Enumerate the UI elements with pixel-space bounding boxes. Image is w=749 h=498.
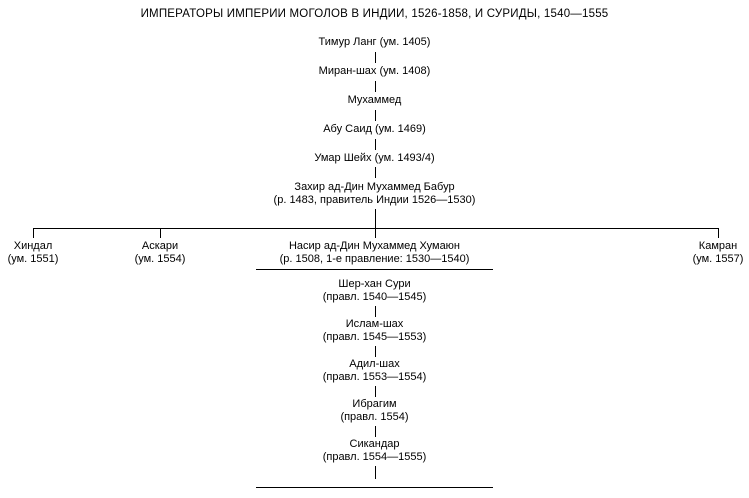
person-name: Камран (698, 240, 738, 252)
person-sher-khan-suri (0, 278, 749, 304)
person-detail: (ум. 1554) (134, 253, 186, 265)
tick-askari (160, 228, 161, 238)
person-name: Мухаммед (347, 94, 402, 106)
person-detail: (правл. 1553—1554) (322, 371, 427, 383)
person-name: Насир ад-Дин Мухаммед Хумаюн (288, 240, 461, 252)
person-kamran (685, 240, 749, 266)
person-babur (0, 181, 749, 207)
person-adil-shah (0, 358, 749, 384)
person-umar-sheikh (0, 152, 749, 165)
person-name: Абу Саид (ум. 1469) (323, 123, 426, 135)
person-detail: (ум. 1557) (692, 253, 744, 265)
tick-hindal (33, 228, 34, 238)
person-name: Ислам-шах (345, 318, 404, 330)
person-name: Миран-шах (ум. 1408) (318, 65, 431, 77)
person-abu-said (0, 123, 749, 136)
person-detail: (р. 1483, правитель Индии 1526—1530) (273, 194, 476, 206)
connector-vline (375, 110, 376, 121)
person-miran-shah (0, 65, 749, 78)
sibling-hline (33, 228, 719, 229)
person-name: Захир ад-Дин Мухаммед Бабур (294, 181, 455, 193)
person-detail: (правл. 1545—1553) (322, 331, 427, 343)
person-timur-lang (0, 36, 749, 49)
person-name: Аскари (141, 240, 179, 252)
person-detail: (правл. 1554—1555) (322, 451, 427, 463)
person-ibrahim (0, 398, 749, 424)
connector-vline (375, 386, 376, 397)
connector-vline (375, 81, 376, 92)
person-detail: (правл. 1540—1545) (322, 291, 427, 303)
person-name: Ибрагим (352, 398, 397, 410)
connector-vline (375, 52, 376, 63)
diagram-title: ИМПЕРАТОРЫ ИМПЕРИИ МОГОЛОВ В ИНДИИ, 1526-1858, И СУРИДЫ, 1540—1555 (140, 8, 609, 20)
person-name: Хиндал (13, 240, 53, 252)
connector-vline (375, 139, 376, 150)
person-name: Сикандар (349, 438, 400, 450)
person-detail: (ум. 1551) (7, 253, 59, 265)
person-name: Шер-хан Сури (338, 278, 411, 290)
surid-bottom-hline (256, 487, 493, 488)
connector-vline (375, 466, 376, 479)
tick-humayun (375, 228, 376, 238)
connector-vline (375, 346, 376, 357)
person-islam-shah (0, 318, 749, 344)
person-muhammad (0, 94, 749, 107)
person-name: Умар Шейх (ум. 1493/4) (314, 152, 435, 164)
surid-top-hline (256, 269, 493, 270)
person-detail: (правл. 1554) (340, 411, 409, 423)
connector-vline (375, 306, 376, 317)
connector-vline (375, 426, 376, 437)
person-sikandar (0, 438, 749, 464)
person-humayun (0, 240, 749, 266)
person-name: Тимур Ланг (ум. 1405) (318, 36, 431, 48)
connector-vline (375, 167, 376, 178)
tick-kamran (718, 228, 719, 238)
person-detail: (р. 1508, 1-е правление: 1530—1540) (279, 253, 470, 265)
person-name: Адил-шах (349, 358, 400, 370)
descent-vline (375, 209, 376, 228)
